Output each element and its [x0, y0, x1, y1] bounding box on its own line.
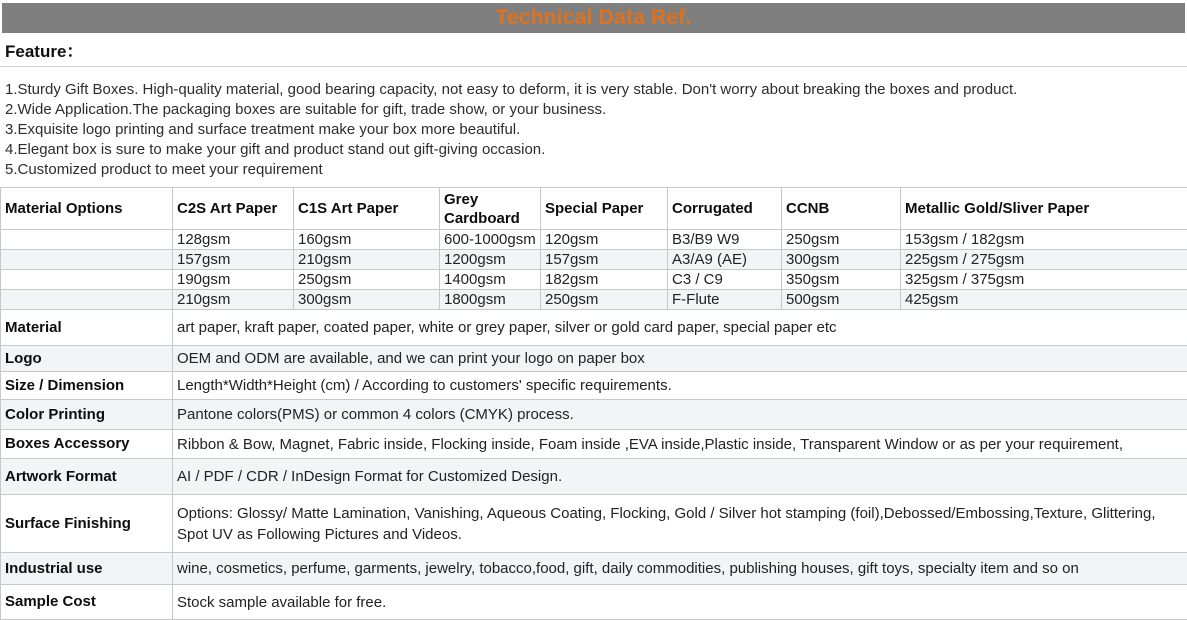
spec-value: Length*Width*Height (cm) / According to customers' specific requirements.	[173, 372, 1187, 400]
spec-value: Ribbon & Bow, Magnet, Fabric inside, Flocking inside, Foam inside ,EVA inside,Plastic inside, Transparent Window or as per your requirement,	[173, 430, 1187, 459]
table-cell: 120gsm	[541, 230, 668, 250]
spec-label: Surface Finishing	[1, 495, 173, 553]
spec-row-boxes-accessory	[1, 430, 1187, 459]
spec-row-surface-finishing	[1, 495, 1187, 553]
spec-value: wine, cosmetics, perfume, garments, jewelry, tobacco,food, gift, daily commodities, publishing houses, gift toys, specialty item and so on	[173, 553, 1187, 585]
feature-item: 5.Customized product to meet your requirement	[5, 161, 323, 178]
table-cell: 160gsm	[294, 230, 440, 250]
spec-label: Boxes Accessory	[1, 430, 173, 459]
title-bar	[2, 3, 1185, 33]
feature-item: 2.Wide Application.The packaging boxes are suitable for gift, trade show, or your business.	[5, 101, 607, 118]
column-header-ccnb: CCNB	[782, 188, 901, 230]
table-cell: F-Flute	[668, 290, 782, 310]
spec-label: Artwork Format	[1, 459, 173, 495]
table-cell	[1, 270, 173, 290]
table-cell: 1400gsm	[440, 270, 541, 290]
table-cell: 210gsm	[173, 290, 294, 310]
table-header-row	[1, 188, 1187, 230]
table-cell: 182gsm	[541, 270, 668, 290]
table-cell: 190gsm	[173, 270, 294, 290]
feature-list	[0, 67, 1187, 187]
table-cell: 500gsm	[782, 290, 901, 310]
column-header-c1s-art-paper: C1S Art Paper	[294, 188, 440, 230]
table-cell	[1, 290, 173, 310]
spec-row-logo	[1, 346, 1187, 372]
spec-value: OEM and ODM are available, and we can print your logo on paper box	[173, 346, 1187, 372]
table-cell: 250gsm	[294, 270, 440, 290]
spec-value: Options: Glossy/ Matte Lamination, Vanishing, Aqueous Coating, Flocking, Gold / Silver hot stamping (foil),Debossed/Embossing,Texture, Glittering, Spot UV as Following Pictures and Videos.	[173, 495, 1187, 553]
spec-label: Material	[1, 310, 173, 346]
spec-value: art paper, kraft paper, coated paper, white or grey paper, silver or gold card paper, special paper etc	[173, 310, 1187, 346]
table-cell	[1, 250, 173, 270]
feature-item: 3.Exquisite logo printing and surface treatment make your box more beautiful.	[5, 121, 521, 138]
table-cell: 210gsm	[294, 250, 440, 270]
spec-label: Color Printing	[1, 400, 173, 430]
table-cell: 300gsm	[294, 290, 440, 310]
table-cell: B3/B9 W9	[668, 230, 782, 250]
table-cell: 425gsm	[901, 290, 1187, 310]
table-cell: 1200gsm	[440, 250, 541, 270]
spec-row-material	[1, 310, 1187, 346]
spec-label: Industrial use	[1, 553, 173, 585]
column-header-grey-cardboard: Grey Cardboard	[440, 188, 541, 230]
table-cell: 250gsm	[541, 290, 668, 310]
column-header-material-options: Material Options	[1, 188, 173, 230]
feature-item: 4.Elegant box is sure to make your gift and product stand out gift-giving occasion.	[5, 141, 546, 158]
spec-label: Size / Dimension	[1, 372, 173, 400]
table-cell: 600-1000gsm	[440, 230, 541, 250]
spec-value: AI / PDF / CDR / InDesign Format for Customized Design.	[173, 459, 1187, 495]
table-cell: A3/A9 (AE)	[668, 250, 782, 270]
table-cell: 153gsm / 182gsm	[901, 230, 1187, 250]
table-row	[1, 250, 1187, 270]
technical-data-table	[0, 187, 1187, 620]
table-cell: 128gsm	[173, 230, 294, 250]
spec-row-artwork-format	[1, 459, 1187, 495]
table-cell	[1, 230, 173, 250]
table-row	[1, 270, 1187, 290]
table-cell: 1800gsm	[440, 290, 541, 310]
table-row	[1, 230, 1187, 250]
table-cell: 300gsm	[782, 250, 901, 270]
column-header-metallic-paper: Metallic Gold/Sliver Paper	[901, 188, 1187, 230]
table-row	[1, 290, 1187, 310]
table-cell: 350gsm	[782, 270, 901, 290]
spec-value: Pantone colors(PMS) or common 4 colors (CMYK) process.	[173, 400, 1187, 430]
spec-row-color-printing	[1, 400, 1187, 430]
column-header-c2s-art-paper: C2S Art Paper	[173, 188, 294, 230]
spec-value: Stock sample available for free.	[173, 585, 1187, 620]
table-cell: 250gsm	[782, 230, 901, 250]
table-cell: C3 / C9	[668, 270, 782, 290]
page-title: Technical Data Ref.	[495, 6, 692, 29]
column-header-corrugated: Corrugated	[668, 188, 782, 230]
table-cell: 157gsm	[173, 250, 294, 270]
spec-row-sample-cost	[1, 585, 1187, 620]
feature-heading: Feature：	[0, 33, 1187, 67]
column-header-special-paper: Special Paper	[541, 188, 668, 230]
spec-label: Sample Cost	[1, 585, 173, 620]
spec-label: Logo	[1, 346, 173, 372]
table-cell: 225gsm / 275gsm	[901, 250, 1187, 270]
spec-row-industrial-use	[1, 553, 1187, 585]
feature-item: 1.Sturdy Gift Boxes. High-quality material, good bearing capacity, not easy to deform, it is very stable. Don't worry about breaking the boxes and product.	[5, 81, 1018, 98]
table-cell: 325gsm / 375gsm	[901, 270, 1187, 290]
table-cell: 157gsm	[541, 250, 668, 270]
spec-row-size-dimension	[1, 372, 1187, 400]
